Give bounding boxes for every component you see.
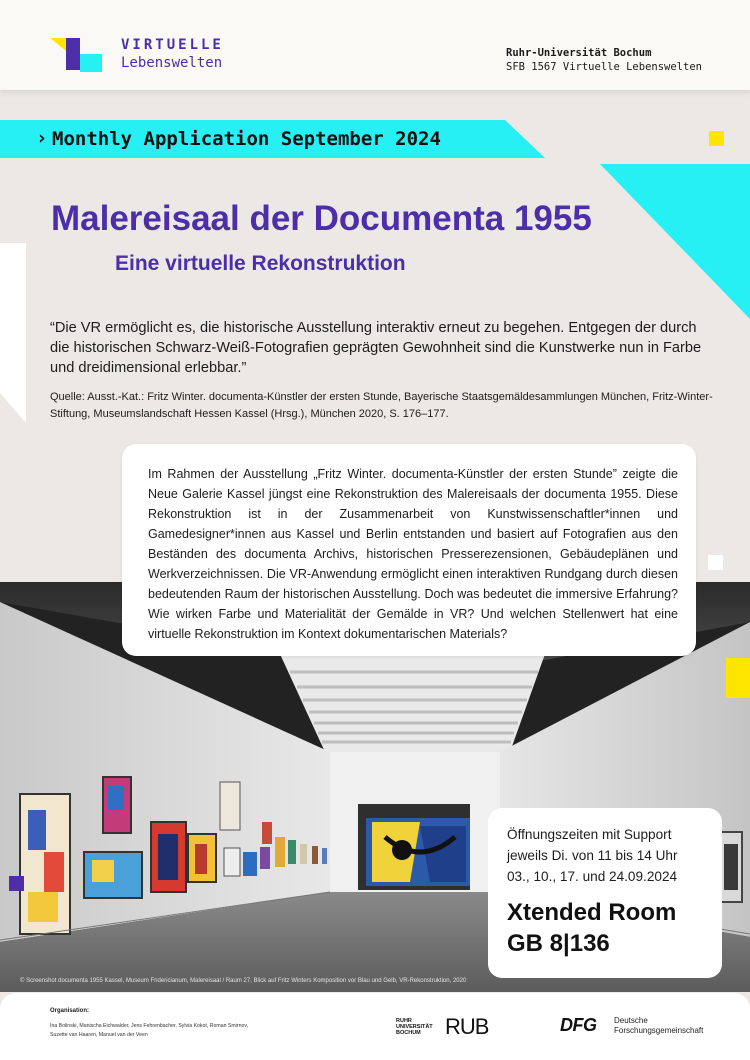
rub-logo-line3: BOCHUM [396,1030,421,1036]
rub-logo-line2: UNIVERSITÄT [396,1024,433,1030]
organisation-heading: Organisation: [50,1008,90,1014]
rub-logo-text [396,1018,433,1036]
cyan-triangle-decoration [600,164,750,319]
rub-logo: RUB [445,1014,489,1039]
dfg-logo: DFG [560,1015,597,1035]
yellow-square-decoration [709,131,724,146]
university-name: Ruhr-Universität Bochum [506,47,652,59]
rub-logo-line1: RUHR [396,1018,412,1024]
room-number: GB 8|136 [507,930,610,957]
opening-hours-time: jeweils Di. von 11 bis 14 Uhr [507,848,678,863]
opening-hours-dates: 03., 10., 17. und 24.09.2024 [507,869,678,884]
quote-source: Quelle: Ausst.-Kat.: Fritz Winter. documenta-Künstler der ersten Stunde, Bayerische Staatsgemäldesammlungen München, Fritz-Winter-Stiftung, Museumslandschaft Hessen Kassel (Hrsg.), München 2020, S. 176–177. [50,391,713,420]
white-wedge-decoration [0,243,26,423]
brand-name-line1: VIRTUELLE [121,37,224,53]
opening-hours-heading: Öffnungszeiten mit Support [507,827,672,842]
description-text: Im Rahmen der Ausstellung „Fritz Winter. documenta-Künstler der ersten Stunde” zeigte die Neue Galerie Kassel jüngst eine Rekonstruktion des Malereisaals der documenta 1955. Diese Rekonstruktion ist in der Zusammenarbeit von Kunstwissenschaftler*innen und Gamedesigner*innen aus Kassel und Berlin entstanden und basiert auf Fotografien aus den Beständen des documenta Archivs, historischen Presserezensionen, Gebäudeplänen und Werkverzeichnissen. Die VR-Anwendung ermöglicht einen interaktiven Rundgang durch diesen bedeutenden Raum der historischen Ausstellung. Doch was bedeutet die immersive Erfahrung? Wie wirken Farbe und Materialität der Gemälde in VR? Und welchen Stellenwert hat eine virtuelle Rekonstruktion im Kontext dokumentarischen Materials? [148,467,678,641]
white-square-decoration [708,555,723,570]
brand-name-line2: Lebenswelten [121,55,223,71]
page-header [0,0,750,90]
room-name: Xtended Room [507,899,677,926]
dfg-name-line1: Deutsche [614,1016,648,1025]
research-center-name: SFB 1567 Virtuelle Lebenswelten [506,61,702,73]
quote-text: “Die VR ermöglicht es, die historische Ausstellung interaktiv erneut zu begehen. Entgegen der durch die historischen Schwarz-Weiß-Fotografien geprägten Gewohnheit sind die Kunstwerke nun in Farbe und dreidimensional erlebbar.” [50,320,702,376]
dfg-name-line2: Forschungsgemeinschaft [614,1026,704,1035]
image-caption: © Screenshot documenta 1955 Kassel, Museum Fridericianum, Malereisaal / Raum 27, Blick auf Fritz Winters Komposition vor Blau und Gelb, VR-Rekonstruktion, 2020 [20,978,467,984]
banner-title: Monthly Application September 2024 [52,128,441,150]
virtuelle-lebenswelten-logo-icon [50,38,106,74]
chevron-right-icon: › [36,127,48,149]
opening-hours-card [488,808,722,978]
page-title: Malereisaal der Documenta 1955 [51,199,592,238]
dfg-name [614,1016,703,1036]
description-card [122,444,696,656]
page-subtitle: Eine virtuelle Rekonstruktion [115,252,406,275]
yellow-bar-decoration [726,658,750,698]
organisation-names: Ina Bolinski, Manischa Eichwalder, Jens Fehrenbacher, Sylvia Kokot, Roman Smirnov, Suzette van Haaren, Manuel van der Veen [50,1023,248,1038]
purple-square-decoration [9,876,24,891]
